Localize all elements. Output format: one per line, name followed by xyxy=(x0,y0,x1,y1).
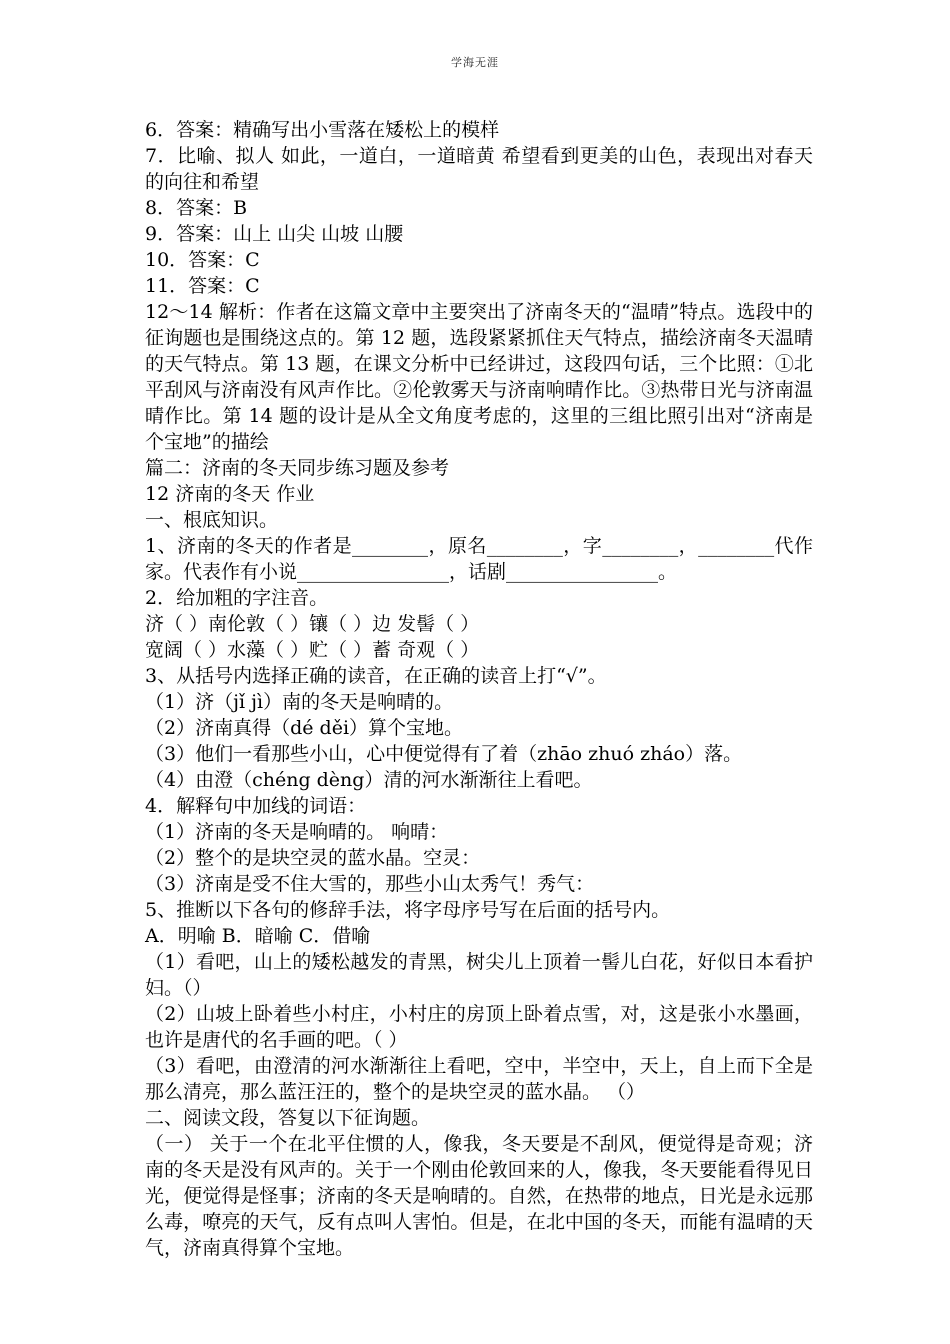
paragraph: 篇二：济南的冬天同步练习题及参考 xyxy=(145,457,450,479)
paragraph: （一） 关于一个在北平住惯的人，像我，冬天要是不刮风，便觉得是奇观；济南的冬天是没有风声的。关于一个刚由伦敦回来的人，像我，冬天要能看得见日光，便觉得是怪事；济南的冬天是响晴的。自然，在热带的地点，日光是永远那么毒，嘹亮的天气，反有点叫人害怕。但是，在北中国的冬天，而能有温晴的天气，济南真得算个宝地。 xyxy=(145,1133,813,1259)
paragraph: 5、推断以下各句的修辞手法，将字母序号写在后面的括号内。 xyxy=(145,899,671,921)
page-header-watermark: 学海无涯 xyxy=(451,56,499,69)
paragraph: （3）济南是受不住大雪的，那些小山太秀气！秀气： xyxy=(145,873,595,895)
paragraph: （1）济南的冬天是响晴的。 响晴： xyxy=(145,821,449,843)
paragraph: （1）看吧，山上的矮松越发的青黑，树尖儿上顶着一髻儿白花，好似日本看护妇。（） xyxy=(145,951,813,999)
paragraph: （3）看吧，由澄清的河水渐渐往上看吧，空中，半空中，天上，自上而下全是那么清亮，那么蓝汪汪的，整个的是块空灵的蓝水晶。 （） xyxy=(145,1055,813,1103)
paragraph: 一、根底知识。 xyxy=(145,509,279,531)
paragraph: （2）济南真得（dé děi）算个宝地。 xyxy=(145,717,464,739)
paragraph: 宽阔（ ）水藻（ ）贮（ ）蓄 奇观（ ） xyxy=(145,639,480,661)
paragraph: 2．给加粗的字注音。 xyxy=(145,587,329,609)
paragraph: 12～14 解析：作者在这篇文章中主要突出了济南冬天的“温晴”特点。选段中的征询题也是围绕这点的。第 12 题，选段紧紧抓住天气特点，描绘济南冬天温晴的天气特点。第 13 题，在课文分析中已经讲过，这段四句话，三个比照：①北平刮风与济南没有风声作比。②伦敦雾天与济南响晴作比。③热带日光与济南温晴作比。第 14 题的设计是从全文角度考虑的，这里的三组比照引出对“济南是个宝地”的描绘 xyxy=(145,301,813,453)
paragraph: A．明喻 B．暗喻 C．借喻 xyxy=(145,925,371,947)
paragraph: 济（ ）南伦敦（ ）镶（ ）边 发髻（ ） xyxy=(145,613,480,635)
paragraph: 9．答案：山上 山尖 山坡 山腰 xyxy=(145,223,404,245)
paragraph: 11．答案：C xyxy=(145,275,260,297)
paragraph: （4）由澄（chéng dèng）清的河水渐渐往上看吧。 xyxy=(145,769,593,791)
paragraph: 8．答案：B xyxy=(145,197,248,219)
paragraph: （2）整个的是块空灵的蓝水晶。空灵： xyxy=(145,847,481,869)
paragraph: （3）他们一看那些小山，心中便觉得有了着（zhāo zhuó zháo）落。 xyxy=(145,743,743,765)
paragraph: 1、济南的冬天的作者是________，原名________，字________，________代作家。代表作有小说________________，话剧________________。 xyxy=(145,535,813,583)
document-content xyxy=(145,117,813,1261)
paragraph: （1）济（jǐ jì）南的冬天是响晴的。 xyxy=(145,691,454,713)
paragraph: 二、阅读文段，答复以下征询题。 xyxy=(145,1107,431,1129)
paragraph: 12 济南的冬天 作业 xyxy=(145,483,315,505)
paragraph: 7．比喻、拟人 如此，一道白，一道暗黄 希望看到更美的山色，表现出对春天的向往和希望 xyxy=(145,145,813,193)
paragraph: 3、从括号内选择正确的读音，在正确的读音上打“√”。 xyxy=(145,665,607,687)
paragraph: 4．解释句中加线的词语： xyxy=(145,795,367,817)
paragraph: 6．答案：精确写出小雪落在矮松上的模样 xyxy=(145,119,500,141)
paragraph: 10．答案：C xyxy=(145,249,260,271)
paragraph: （2）山坡上卧着些小村庄，小村庄的房顶上卧着点雪，对，这是张小水墨画，也许是唐代的名手画的吧。（ ） xyxy=(145,1003,813,1051)
